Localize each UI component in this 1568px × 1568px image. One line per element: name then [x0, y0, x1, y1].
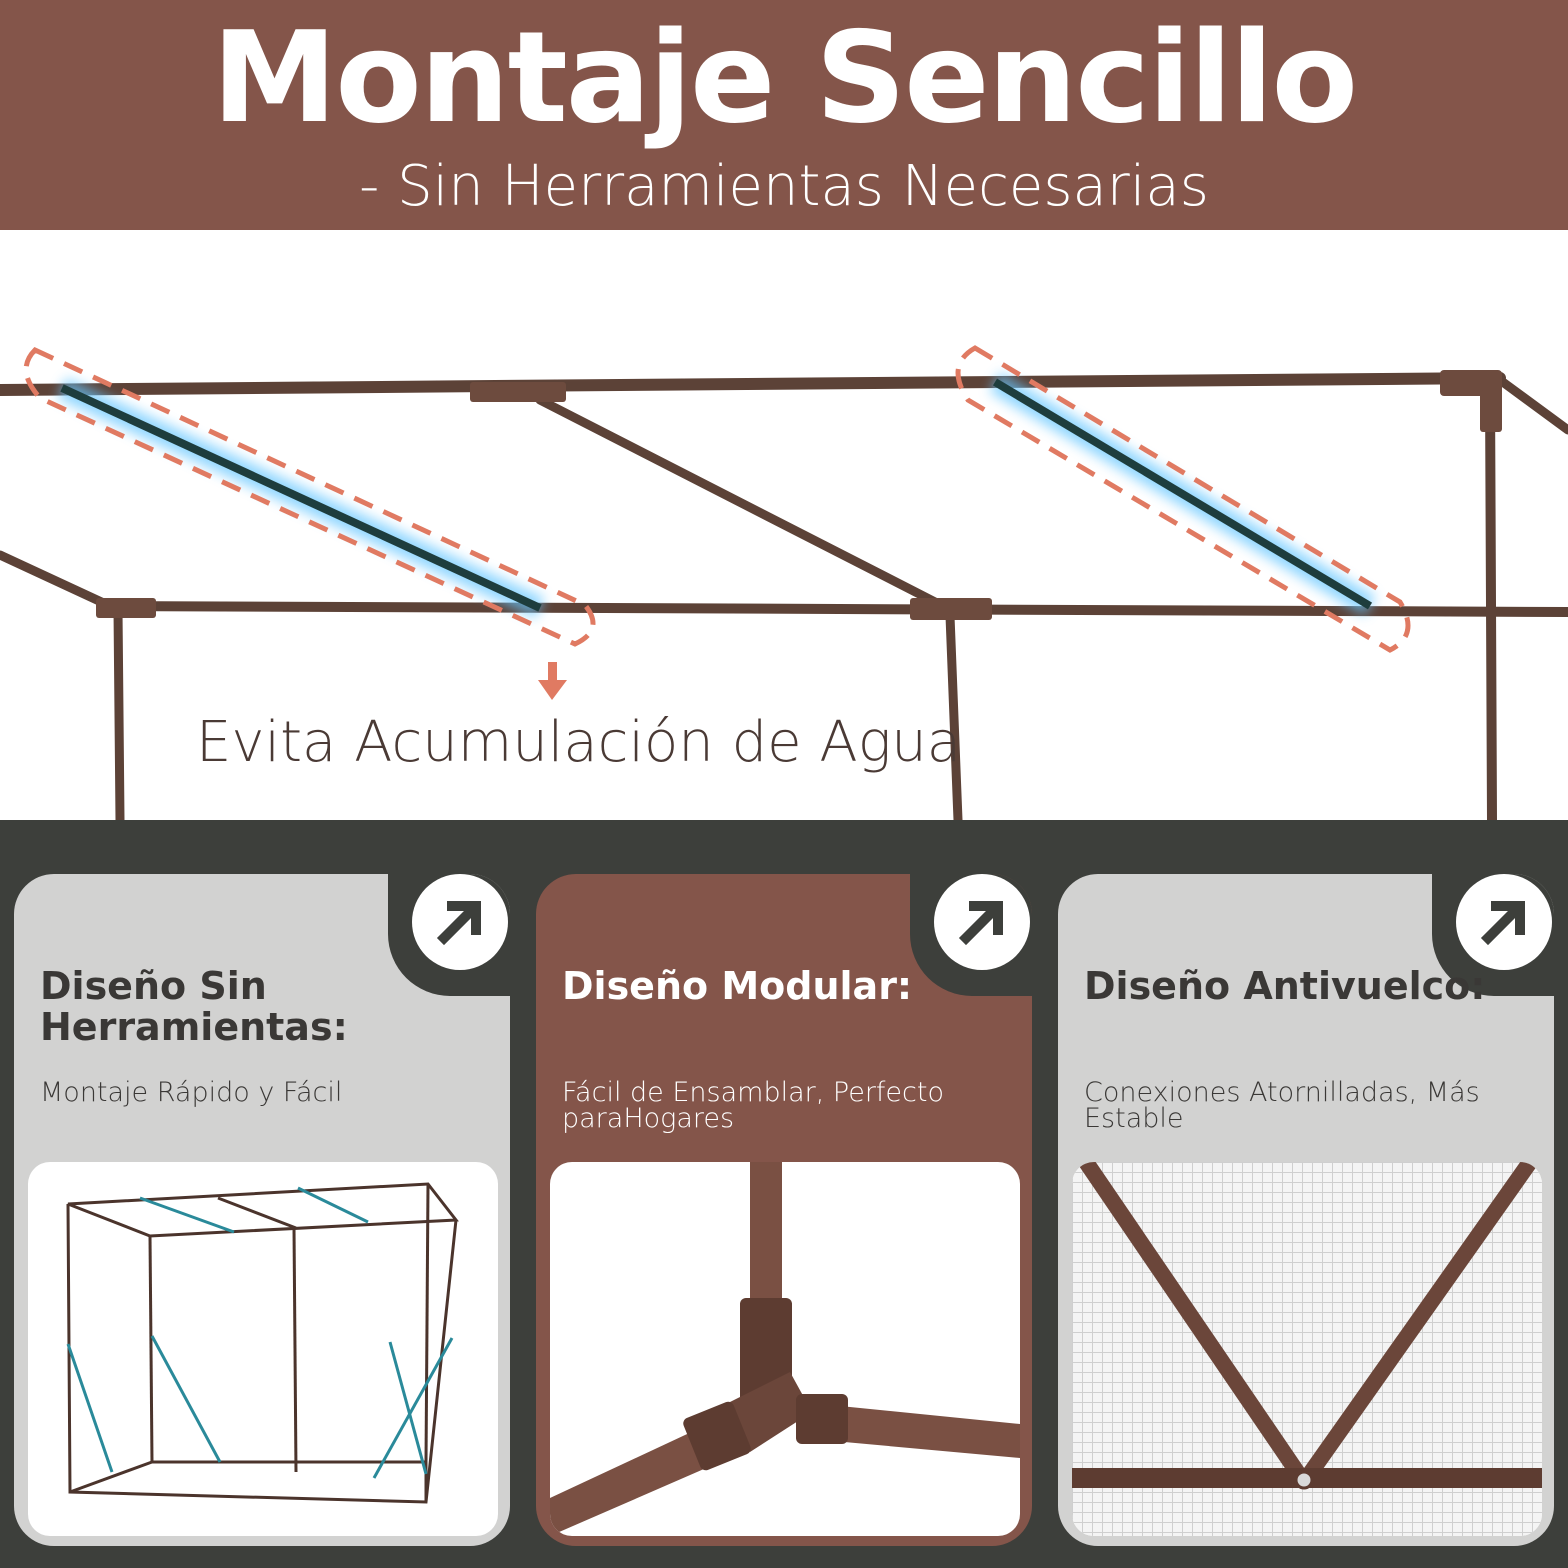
greenhouse-frame-photo [28, 1162, 498, 1536]
feature-card-button[interactable] [1456, 874, 1552, 970]
feature-title: Diseño Modular: [562, 964, 913, 1008]
arrow-up-right-icon [1478, 896, 1530, 948]
water-drain-note: Evita Acumulación de Agua [196, 710, 962, 775]
modular-joint-photo [550, 1162, 1020, 1536]
feature-description: Montaje Rápido y Fácil [40, 1077, 343, 1108]
feature-cards-section [0, 820, 1568, 1568]
feature-card-anti-tip [1058, 874, 1554, 1546]
page-title: Montaje Sencillo [211, 4, 1357, 151]
bolted-connection-photo [1072, 1162, 1542, 1536]
feature-title: Diseño Antivuelco: [1084, 964, 1486, 1008]
feature-description: Fácil de Ensamblar, Perfecto paraHogares [562, 1077, 944, 1134]
header-banner [0, 0, 1568, 230]
arrow-up-right-icon [434, 896, 486, 948]
arrow-down-icon [538, 662, 567, 700]
feature-title: Diseño Sin Herramientas: [40, 964, 348, 1049]
feature-card-modular [536, 874, 1032, 1546]
feature-card-tool-free [14, 874, 510, 1546]
page-subtitle: - Sin Herramientas Necesarias [359, 154, 1209, 219]
feature-card-button[interactable] [412, 874, 508, 970]
feature-description: Conexiones Atornilladas, Más Estable [1084, 1077, 1480, 1134]
arrow-up-right-icon [956, 896, 1008, 948]
feature-card-button[interactable] [934, 874, 1030, 970]
frame-roof-image [0, 230, 1568, 820]
